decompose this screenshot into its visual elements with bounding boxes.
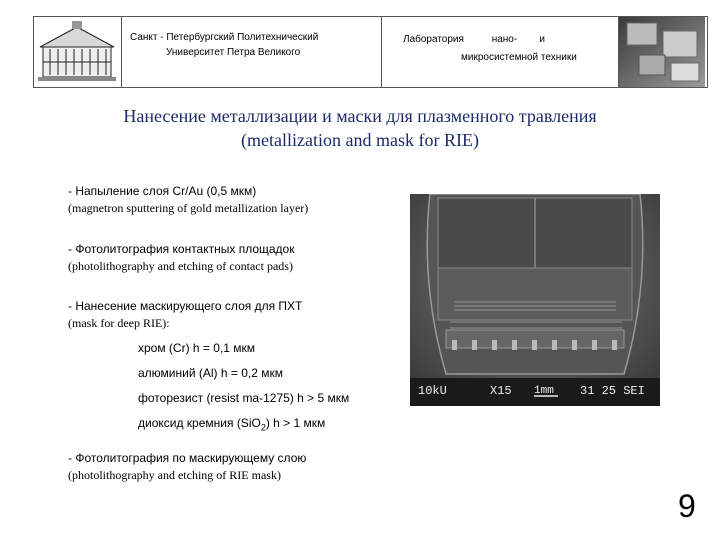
- step-1-en: (magnetron sputtering of gold metallization layer): [68, 201, 309, 215]
- step-3: [68, 298, 302, 332]
- page-number: 9: [678, 488, 696, 524]
- lab-line2: микросистемной техники: [461, 52, 577, 63]
- step-2-ru: - Фотолитография контактных площадок: [68, 242, 295, 256]
- mask-layer-chrome: хром (Cr) h = 0,1 мкм: [138, 341, 256, 355]
- sem-magnification: X15: [490, 384, 512, 398]
- step-1-ru: - Напыление слоя Cr/Au (0,5 мкм): [68, 184, 257, 198]
- step-2: [68, 241, 294, 275]
- step-3-ru: - Нанесение маскирующего слоя для ПХТ: [68, 299, 303, 313]
- lab-line1: Лаборатория нано- и: [403, 34, 546, 45]
- sem-voltage: 10kU: [418, 384, 447, 398]
- university-line1: Санкт - Петербургский Политехнический: [130, 32, 319, 43]
- mask-layer-oxide: [138, 416, 325, 432]
- step-4-ru: - Фотолитография по маскирующему слою: [68, 451, 307, 465]
- step-1: [68, 183, 308, 217]
- sem-image: [410, 194, 660, 406]
- university-name: [122, 17, 382, 87]
- chip-thumbnail-image: [619, 17, 705, 87]
- chip-photo-thumbnail: [619, 17, 707, 87]
- university-building-icon: [34, 17, 120, 87]
- title-line2: (metallization and mask for RIE): [241, 130, 479, 150]
- title-line1: Нанесение металлизации и маски для плазменного травления: [123, 106, 597, 126]
- step-3-en: (mask for deep RIE):: [68, 316, 170, 330]
- lab-name: [382, 17, 619, 87]
- slide-title: [0, 104, 720, 152]
- university-logo: [34, 17, 122, 87]
- step-4: [68, 450, 306, 484]
- header-bar: [33, 16, 708, 88]
- mask-layer-photoresist: фоторезист (resist ma-1275) h > 5 мкм: [138, 391, 350, 405]
- step-4-en: (photolithography and etching of RIE mask): [68, 468, 281, 482]
- oxide-suffix: ) h > 1 мкм: [265, 416, 326, 430]
- step-2-en: (photolithography and etching of contact pads): [68, 259, 293, 273]
- sem-code: 31 25 SEI: [580, 384, 645, 398]
- sem-scale: 1mm: [534, 385, 554, 397]
- oxide-subscript: 2: [260, 422, 266, 433]
- sem-micrograph: [410, 194, 660, 406]
- oxide-prefix: диоксид кремния (SiO: [138, 416, 261, 430]
- university-line2: Университет Петра Великого: [166, 47, 301, 58]
- mask-layer-aluminum: алюминий (Al) h = 0,2 мкм: [138, 366, 283, 380]
